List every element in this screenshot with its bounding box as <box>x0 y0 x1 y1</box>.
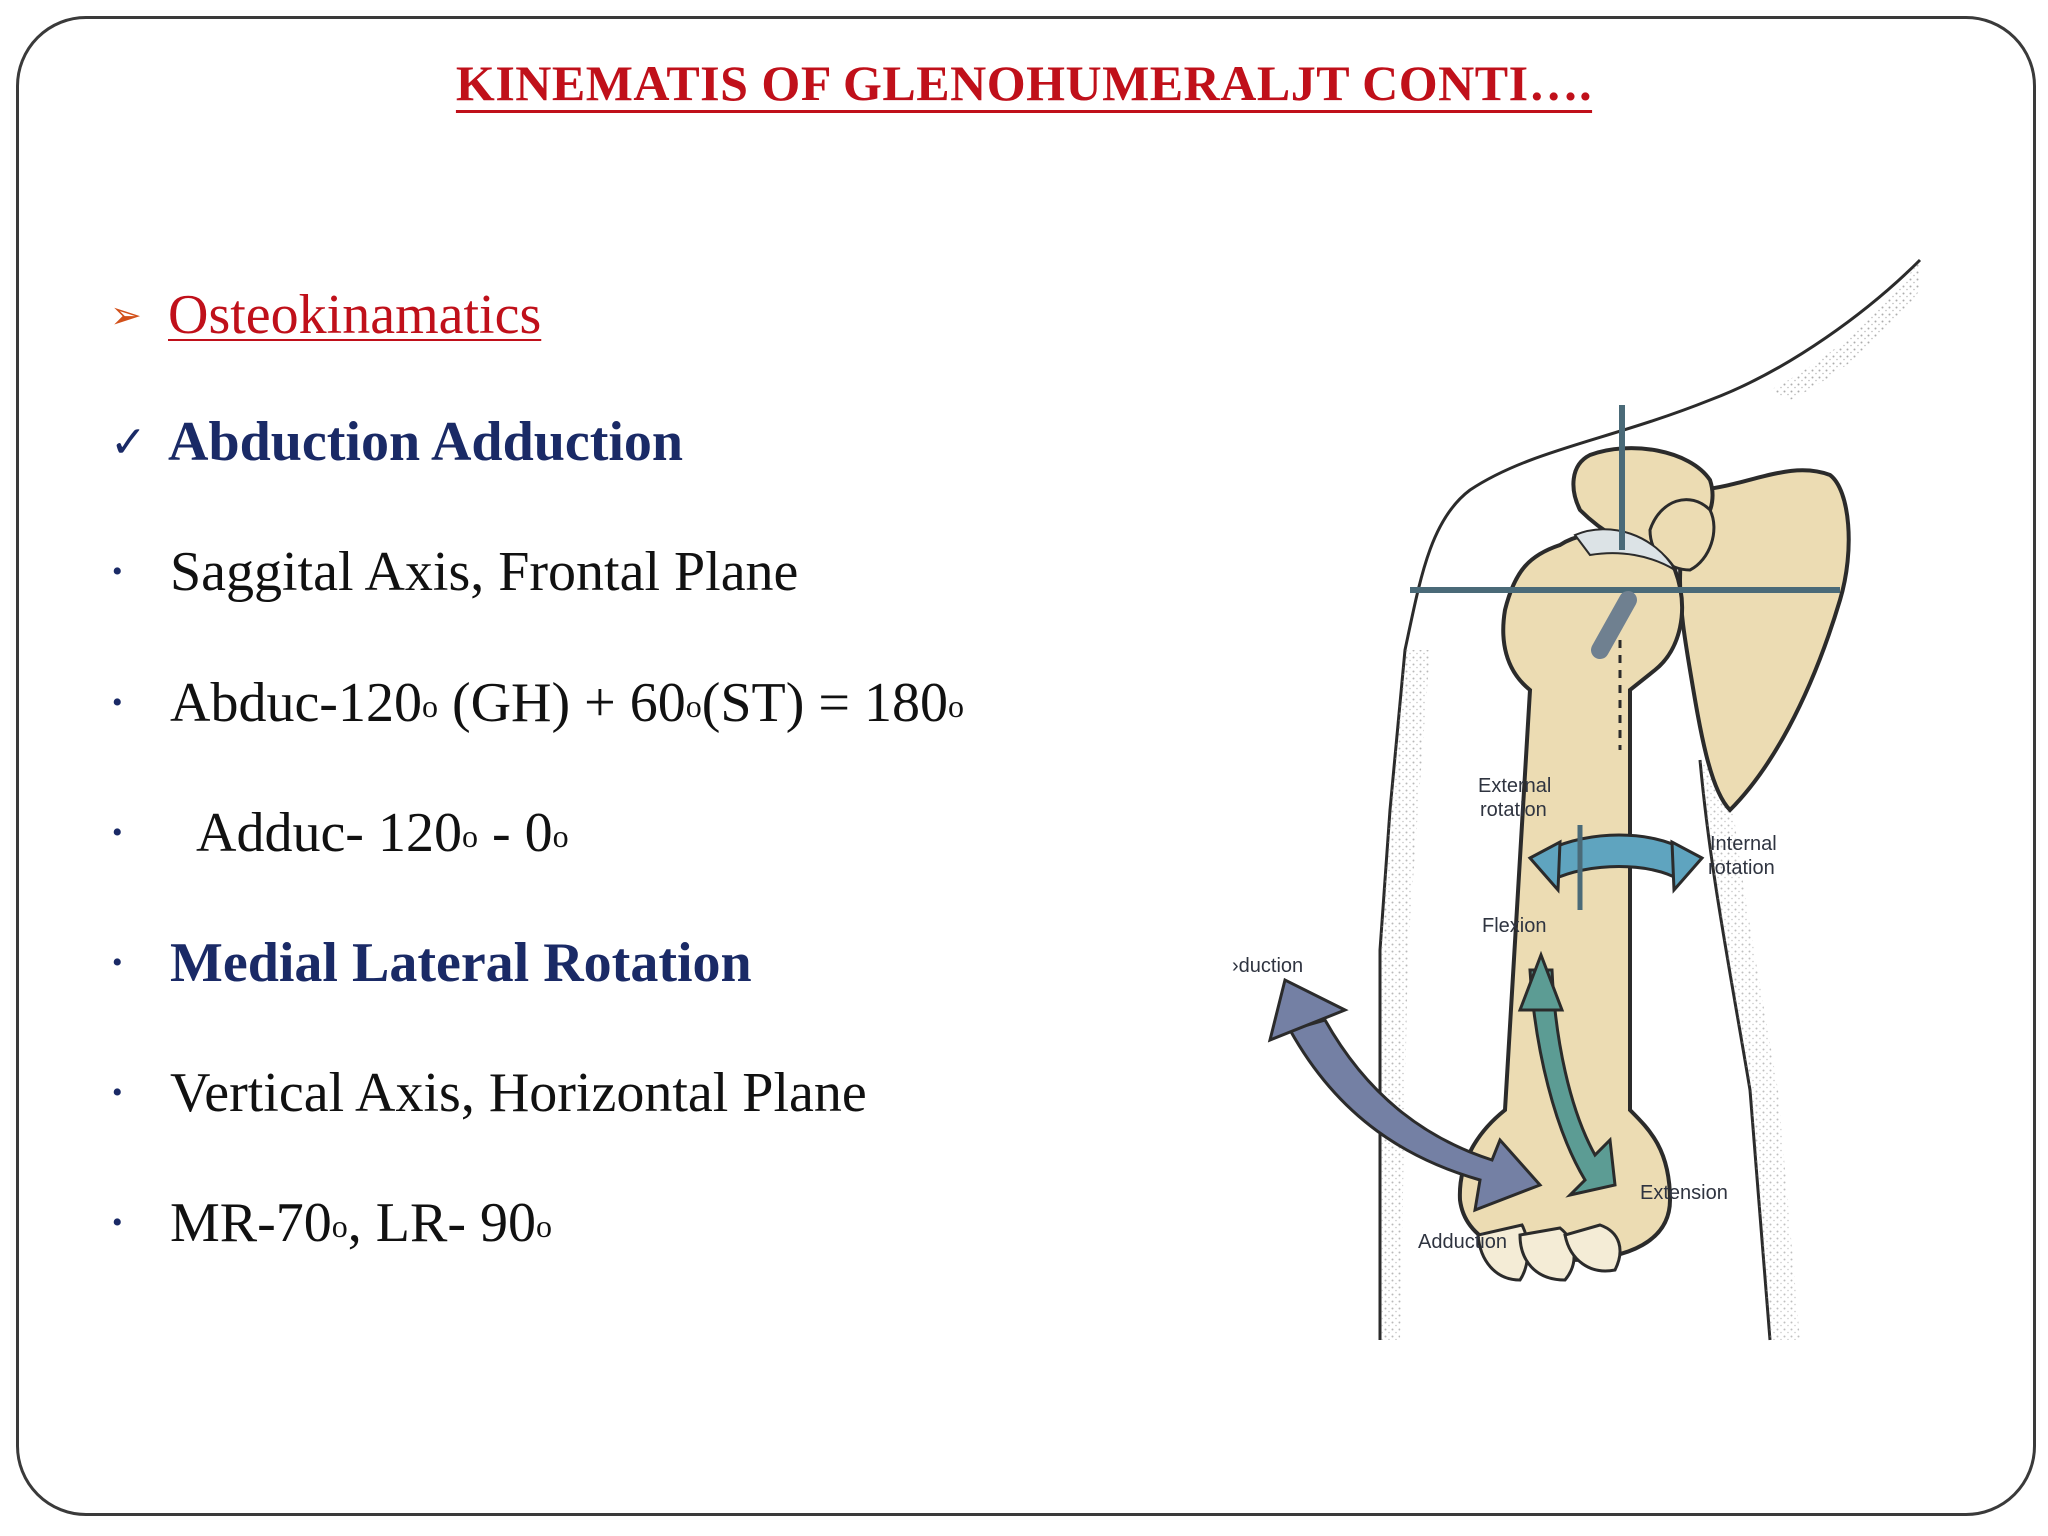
degree-mark: o <box>947 688 964 724</box>
bullet-dot-icon: • <box>112 555 123 588</box>
bullet-text: Medial Lateral Rotation <box>170 932 752 994</box>
bullet-text <box>170 671 964 735</box>
bullet-medial-lateral-rotation <box>110 928 752 998</box>
label-abduction: ›duction <box>1232 955 1304 977</box>
degree-mark: o <box>331 1208 348 1244</box>
label-flexion: Flexion <box>1482 915 1547 937</box>
bullet-text <box>170 801 569 865</box>
bullet-abduc-range <box>110 668 964 738</box>
bullet-text <box>170 1191 552 1255</box>
text-part: (GH) + 60 <box>437 672 686 734</box>
degree-mark: o <box>685 688 702 724</box>
label-external-rotation-1: External <box>1478 775 1552 797</box>
text-part: , LR- 90 <box>347 1192 537 1254</box>
shoulder-humerus-diagram <box>1230 250 1960 1360</box>
bullet-text: Osteokinamatics <box>168 284 542 346</box>
label-adduction: Adduction <box>1418 1231 1507 1253</box>
label-extension: Extension <box>1640 1182 1728 1204</box>
bullet-osteokinematics <box>110 280 541 350</box>
bullet-abduction-adduction <box>110 407 683 477</box>
checkmark-icon: ✓ <box>110 417 147 467</box>
bullet-adduc-range <box>110 798 569 868</box>
text-part: Adduc- 120 <box>196 802 462 864</box>
degree-mark: o <box>552 818 569 854</box>
slide-title: KINEMATIS OF GLENOHUMERALJT CONTI…. <box>455 55 1593 111</box>
text-part: MR-70 <box>170 1192 332 1254</box>
bullet-dot-icon: • <box>112 946 123 979</box>
bullet-vertical-axis <box>110 1058 867 1128</box>
degree-mark: o <box>461 818 478 854</box>
text-part: (ST) = 180 <box>701 672 948 734</box>
bullet-dot-icon: • <box>112 816 123 849</box>
text-part: - 0 <box>477 802 553 864</box>
bullet-dot-icon: • <box>112 1076 123 1109</box>
label-internal-rotation-1: Internal <box>1710 833 1777 855</box>
bullet-text: Saggital Axis, Frontal Plane <box>170 541 799 603</box>
bullet-text: Abduction Adduction <box>168 411 684 473</box>
bullet-dot-icon: • <box>112 1206 123 1239</box>
bullet-dot-icon: • <box>112 686 123 719</box>
degree-mark: o <box>536 1208 553 1244</box>
bullet-mr-lr-range <box>110 1188 552 1258</box>
label-external-rotation-2: rotation <box>1480 799 1547 821</box>
degree-mark: o <box>421 688 438 724</box>
text-part: Abduc-120 <box>170 672 422 734</box>
arrow-bullet-icon: ➢ <box>110 294 142 337</box>
bullet-text: Vertical Axis, Horizontal Plane <box>170 1062 867 1124</box>
bullet-saggital-axis <box>110 537 798 607</box>
label-internal-rotation-2: rotation <box>1708 857 1775 879</box>
